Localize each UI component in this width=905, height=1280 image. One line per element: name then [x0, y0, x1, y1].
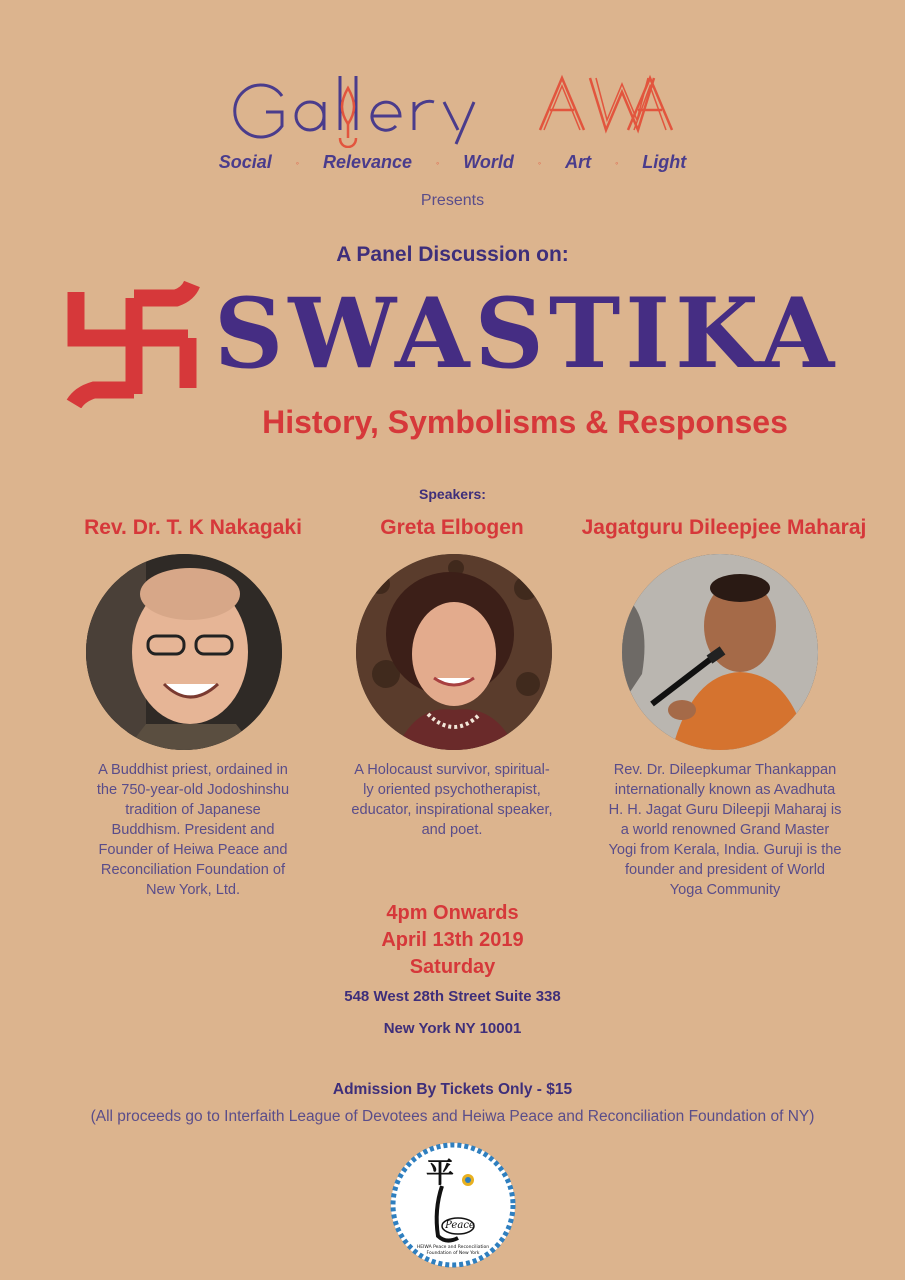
speaker-bio [332, 760, 572, 840]
gallery-awa-logo [0, 38, 905, 138]
admission-text: Admission By Tickets Only - $15 [332, 1081, 573, 1098]
peace-word: Peace [445, 1220, 475, 1231]
bio-line: Buddhism. President and [111, 822, 275, 838]
separator-dot-icon: ◦ [615, 157, 619, 168]
bio-line: educator, inspirational speaker, [351, 802, 553, 818]
separator-dot-icon: ◦ [537, 157, 542, 168]
bio-line: New York, Ltd. [145, 882, 241, 898]
peace-caption-line1: HEIWA Peace and Reconciliation [416, 1245, 490, 1250]
tagline-word: Relevance [322, 152, 413, 172]
event-address-line2: New York NY 10001 [383, 1020, 522, 1037]
speaker-name: Jagatguru Dileepjee Maharaj [581, 516, 867, 539]
event-date: April 13th 2019 [381, 929, 524, 951]
peace-glyph: 平 [425, 1156, 455, 1189]
event-address-line1: 548 West 28th Street Suite 338 [344, 988, 561, 1005]
bio-line: Reconciliation Foundation of [100, 862, 286, 878]
bio-line: a world renowned Grand Master [620, 822, 830, 838]
subtitle: History, Symbolisms & Responses [262, 404, 788, 440]
bio-line: Yogi from Kerala, India. Guruji is the [608, 842, 842, 858]
event-day: Saturday [409, 956, 496, 978]
bio-line: Yoga Community [669, 882, 781, 898]
speaker-bio [62, 760, 324, 900]
tagline [0, 152, 905, 173]
speaker-bio [580, 760, 870, 900]
tagline-word: World [463, 152, 514, 172]
bio-line: A Buddhist priest, ordained in [98, 762, 288, 778]
bio-line: founder and president of World [624, 862, 826, 878]
bio-line: tradition of Japanese [125, 802, 261, 818]
presents-text: Presents [420, 192, 485, 209]
bio-line: the 750-year-old Jodoshinshu [96, 782, 290, 798]
bio-line: and poet. [421, 822, 483, 838]
heiwa-peace-logo [388, 1140, 518, 1270]
speaker-photo [356, 554, 552, 750]
panel-title: A Panel Discussion on: [336, 243, 569, 266]
tagline-word: Light [642, 152, 687, 172]
bio-line: ly oriented psychotherapist, [363, 782, 541, 798]
separator-dot-icon: ◦ [295, 157, 299, 168]
bio-line: Rev. Dr. Dileepkumar Thankappan [613, 762, 837, 778]
proceeds-note: (All proceeds go to Interfaith League of Devotees and Heiwa Peace and Reconciliation Foundation of NY) [90, 1108, 815, 1125]
swastika-symbol-icon [64, 278, 204, 408]
bio-line: internationally known as Avadhuta [614, 782, 836, 798]
bio-line: A Holocaust survivor, spiritual- [354, 762, 550, 778]
peace-caption-line2: Foundation of New York [426, 1251, 480, 1256]
gallery-awa-logo-art [0, 38, 905, 148]
bio-line: Founder of Heiwa Peace and [98, 842, 288, 858]
separator-dot-icon: ◦ [436, 157, 440, 168]
tagline-word: Social [218, 152, 272, 172]
speaker-photo [622, 554, 818, 750]
speaker-photo [86, 554, 282, 750]
tagline-word: Art [565, 152, 592, 172]
speakers-label: Speakers: [419, 486, 486, 502]
event-time: 4pm Onwards [386, 902, 519, 924]
speaker-name: Greta Elbogen [380, 516, 524, 539]
main-title: SWASTIKA [214, 277, 840, 390]
bio-line: H. H. Jagat Guru Dileepji Maharaj is [608, 802, 842, 818]
speaker-name: Rev. Dr. T. K Nakagaki [84, 516, 302, 539]
